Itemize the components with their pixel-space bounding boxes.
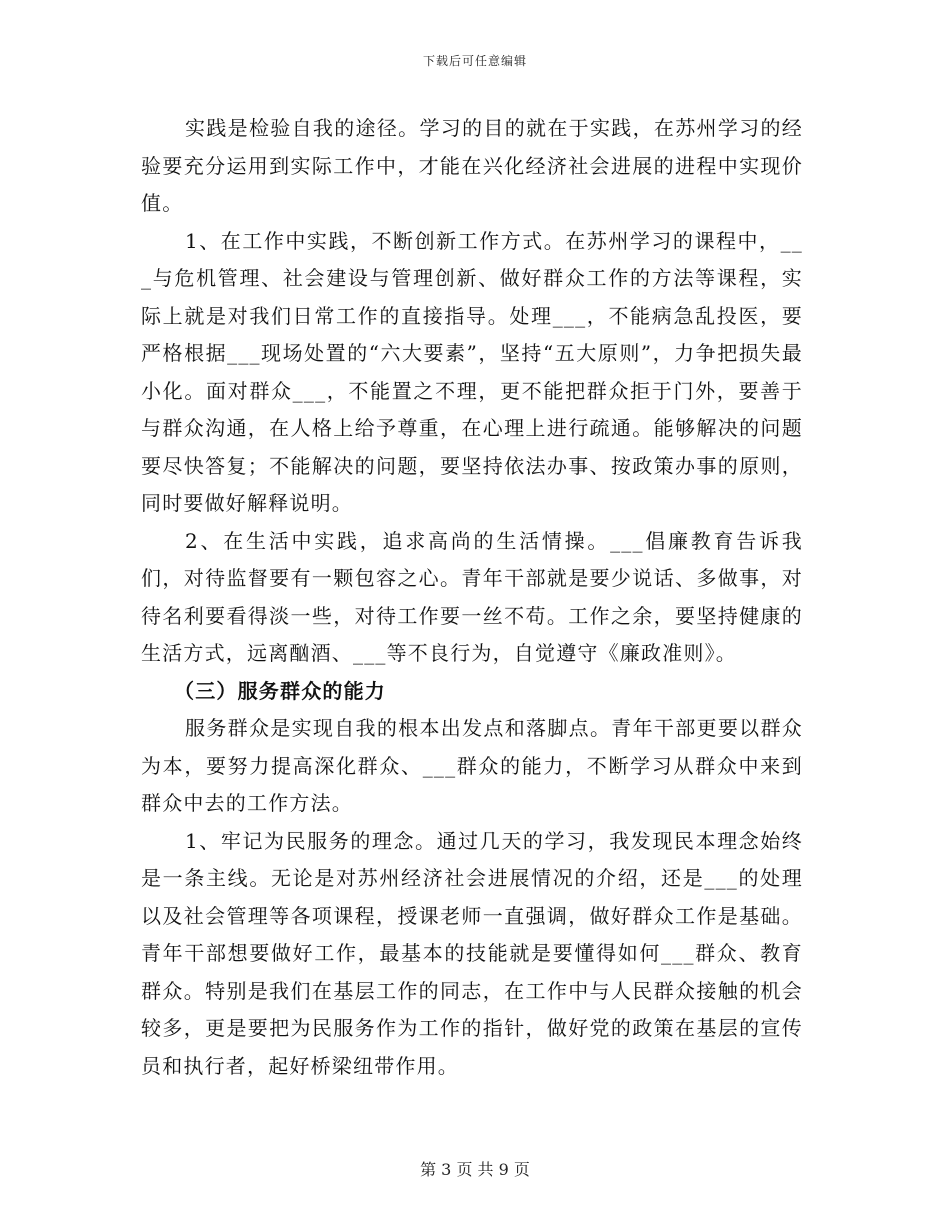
section-heading-serve-masses: （三）服务群众的能力 bbox=[174, 678, 386, 703]
document-body bbox=[141, 110, 803, 1085]
paragraph-practice-intro: 实践是检验自我的途径。学习的目的就在于实践，在苏州学习的经验要充分运用到实际工作中，才能在兴化经济社会进展的进程中实现价值。 bbox=[141, 116, 803, 215]
paragraph-practice-at-work: 1、在工作中实践，不断创新工作方式。在苏州学习的课程中，___与危机管理、社会建设与管理创新、做好群众工作的方法等课程，实际上就是对我们日常工作的直接指导。处理___，不能病急乱投医，要严格根据___现场处置的“六大要素”，坚持“五大原则”，力争把损失最小化。面对群众___，不能置之不理，更不能把群众拒于门外，要善于与群众沟通，在人格上给予尊重，在心理上进行疏通。能够解决的问题要尽快答复；不能解决的问题，要坚持依法办事、按政策办事的原则，同时要做好解释说明。 bbox=[141, 228, 803, 515]
paragraph-practice-in-life: 2、在生活中实践，追求高尚的生活情操。___倡廉教育告诉我们，对待监督要有一颗包容之心。青年干部就是要少说话、多做事，对待名利要看得淡一些，对待工作要一丝不苟。工作之余，要坚持健康的生活方式，远离酗酒、___等不良行为，自觉遵守《廉政准则》。 bbox=[141, 528, 803, 665]
page-number: 第 3 页 共 9 页 bbox=[420, 1160, 530, 1179]
page-header-note: 下载后可任意编辑 bbox=[422, 54, 527, 68]
paragraph-serve-people-concept: 1、牢记为民服务的理念。通过几天的学习，我发现民本理念始终是一条主线。无论是对苏州经济社会进展情况的介绍，还是___的处理以及社会管理等各项课程，授课老师一直强调，做好群众工作是基础。青年干部想要做好工作，最基本的技能就是要懂得如何___群众、教育群众。特别是我们在基层工作的同志，在工作中与人民群众接触的机会较多，更是要把为民服务作为工作的指针，做好党的政策在基层的宣传员和执行者，起好桥梁纽带作用。 bbox=[141, 828, 803, 1078]
paragraph-serve-masses-intro: 服务群众是实现自我的根本出发点和落脚点。青年干部更要以群众为本，要努力提高深化群众、___群众的能力，不断学习从群众中来到群众中去的工作方法。 bbox=[141, 716, 803, 815]
